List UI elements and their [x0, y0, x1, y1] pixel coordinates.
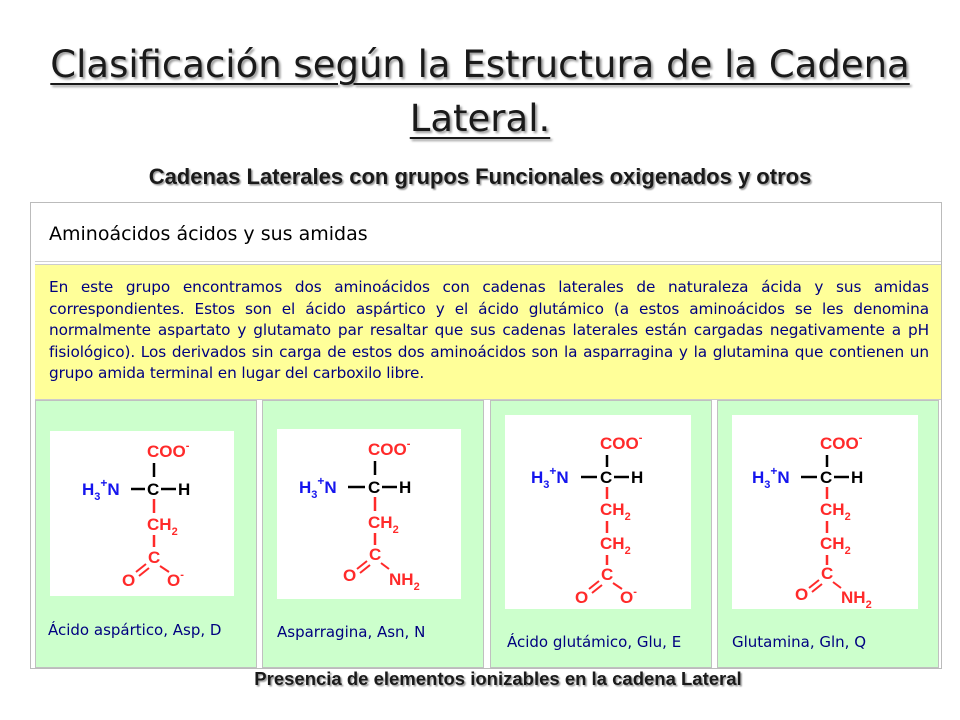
amino-acid-name-glu: Ácido glutámico, Glu, E [507, 633, 682, 651]
svg-text:CH2: $CH_2$ [147, 515, 178, 538]
amino-acid-name-asn: Asparragina, Asn, N [277, 623, 426, 641]
svg-text:H3+N: $H_3^+N$ [82, 476, 120, 503]
svg-text:COO-: COO- [600, 432, 643, 453]
svg-text:NH2: $NH_2$ [389, 570, 420, 593]
amino-acid-card-glu [490, 400, 712, 668]
svg-text:COO-: COO- [147, 440, 190, 461]
svg-text:CH2: $CH_2$ [368, 513, 399, 536]
svg-text:COO-: COO- [368, 438, 411, 459]
slide-title: Clasificación según la Estructura de la Cadena Lateral. [50, 43, 910, 140]
svg-text:C: C [600, 468, 613, 487]
panel-header [35, 207, 941, 262]
structure-image-gln [732, 415, 918, 609]
svg-text:H: H [399, 478, 412, 497]
glutamate-structure [505, 415, 691, 609]
structure-cards [35, 400, 941, 668]
amino-acid-card-asp [35, 400, 257, 668]
svg-text:C: C [148, 548, 161, 567]
svg-text:CH2: $CH_2$ [820, 534, 851, 557]
svg-text:CH2: $CH_2$ [600, 534, 631, 557]
svg-text:O: O [122, 571, 136, 590]
svg-text:C: C [147, 480, 160, 499]
aspartate-structure [50, 431, 234, 596]
amino-acid-card-gln [717, 400, 939, 668]
svg-text:O: O [343, 566, 357, 585]
svg-text:H: H [851, 468, 864, 487]
svg-text:C: C [369, 545, 382, 564]
svg-text:H3+N: $H_3^+N$ [531, 464, 569, 491]
amino-acid-panel [30, 202, 942, 669]
svg-text:C: C [601, 565, 614, 584]
glutamine-structure [732, 415, 918, 609]
svg-text:O-: O- [167, 569, 184, 590]
asparagine-structure [277, 429, 461, 599]
svg-text:H3+N: $H_3^+N$ [299, 474, 337, 501]
svg-text:O-: O- [620, 586, 637, 607]
amino-acid-name-asp: Ácido aspártico, Asp, D [48, 621, 222, 639]
svg-text:NH2: $NH_2$ [841, 588, 872, 609]
svg-text:C: C [820, 468, 833, 487]
structure-image-asp [50, 431, 234, 596]
svg-text:H: H [178, 480, 191, 499]
svg-text:H3+N: $H_3^+N$ [752, 464, 790, 491]
structure-image-asn [277, 429, 461, 599]
description-text: En este grupo encontramos dos aminoácidos con cadenas laterales de naturaleza ácida y sus amidas correspondientes. Estos son el ácido aspártico y el ácido glutámico (a estos aminoácidos se les denomina normalmente aspartato y glutamato par resaltar que sus cadenas laterales están cargadas negativamente a pH fisiológico). Los derivados sin carga de estos dos aminoácidos son la asparragina y la glutamina que contienen un grupo amida terminal en lugar del carboxilo libre. [49, 278, 929, 382]
svg-text:COO-: COO- [820, 432, 863, 453]
svg-text:H: H [631, 468, 644, 487]
description-box [35, 264, 941, 400]
svg-text:CH2: $CH_2$ [820, 500, 851, 523]
svg-text:O: O [795, 585, 809, 604]
svg-text:CH2: $CH_2$ [600, 500, 631, 523]
amino-acid-card-asn [262, 400, 484, 668]
slide-subtitle: Cadenas Laterales con grupos Funcionales oxigenados y otros [148, 164, 812, 189]
structure-image-glu [505, 415, 691, 609]
svg-text:O: O [575, 588, 589, 607]
svg-text:C: C [821, 564, 834, 583]
slide-footer: Presencia de elementos ionizables en la cadena Lateral [254, 668, 742, 689]
amino-acid-name-gln: Glutamina, Gln, Q [732, 633, 867, 651]
panel-heading: Aminoácidos ácidos y sus amidas [49, 223, 368, 245]
svg-text:C: C [368, 478, 381, 497]
